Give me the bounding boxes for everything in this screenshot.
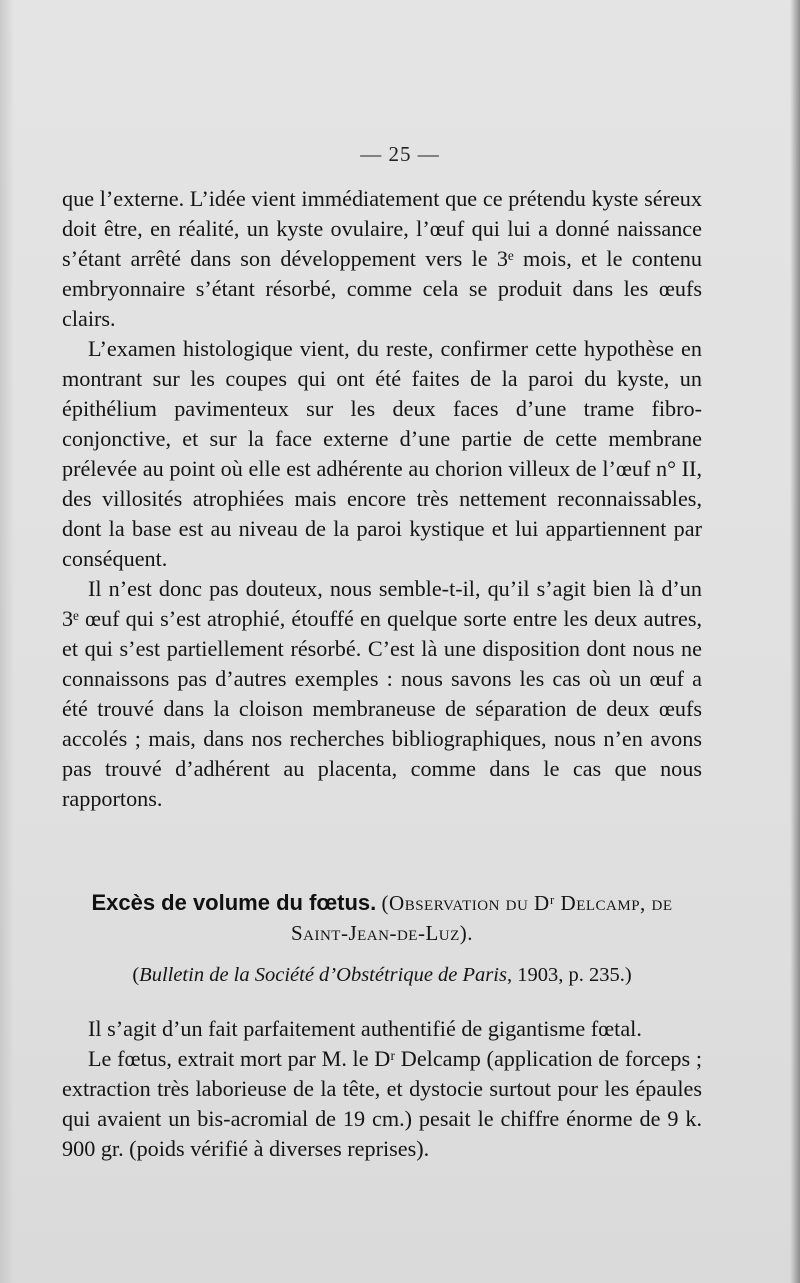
journal-title: Bulletin de la Société d’Obstétrique de Paris [139,964,507,986]
paragraph-conclusion: Il n’est donc pas douteux, nous semble-t-il, qu’il s’agit bien là d’un 3ᵉ œuf qui s’est atrophié, étouffé en quelque sorte entre les deux autres, et qui s’est partiellement résorbé. C’est là une disposition dont nous ne connaissons pas d’autres exemples : nous savons les cas où un œuf a été trouvé dans la cloison membraneuse de séparation de deux œufs accolés ; mais, dans nos recherches bibliographiques, nous n’en avons pas trouvé d’adhérent au placenta, comme dans le cas que nous rapportons. [62,576,702,811]
reference-open-paren: ( [132,964,140,986]
section-heading [62,888,702,948]
section-title: Excès de volume du fœtus. [91,890,377,915]
page-number: — 25 — [360,142,440,166]
section-2-text [62,1014,702,1164]
paragraph-gigantism: Il s’agit d’un fait parfaitement authentifié de gigantisme fœtal. [88,1016,642,1041]
section-1-text [62,184,702,814]
observation-credit: (Observation du Dʳ Delcamp, de Saint-Jean-de-Luz). [290,891,673,945]
paragraph-continuation: que l’externe. L’idée vient immédiatement que ce prétendu kyste séreux doit être, en réalité, un kyste ovulaire, l’œuf qui lui a donné naissance s’étant arrêté dans son développement vers le 3ᵉ mois, et le contenu embryonnaire s’étant résorbé, comme cela se produit dans les œufs clairs. [62,186,702,331]
reference-details: , 1903, p. 235.) [506,964,632,986]
bibliographic-reference [62,960,702,990]
paragraph-histology: L’examen histologique vient, du reste, confirmer cette hypothèse en montrant sur les coupes qui ont été faites de la paroi du kyste, un épithélium pavimenteux sur les deux faces d’une trame fibro-conjonctive, et sur la face externe d’une partie de cette membrane prélevée au point où elle est adhérente au chorion villeux de l’œuf n° II, des villosités atrophiées mais encore très nettement reconnaissables, dont la base est au niveau de la paroi kystique et lui appartiennent par conséquent. [62,336,702,571]
paragraph-fetus-weight: Le fœtus, extrait mort par M. le Dʳ Delcamp (application de forceps ; extraction très laborieuse de la tête, et dystocie surtout pour les épaules qui avaient un bis-acromial de 19 cm.) pesait le chiffre énorme de 9 k. 900 gr. (poids vérifié à diverses reprises). [62,1046,702,1161]
